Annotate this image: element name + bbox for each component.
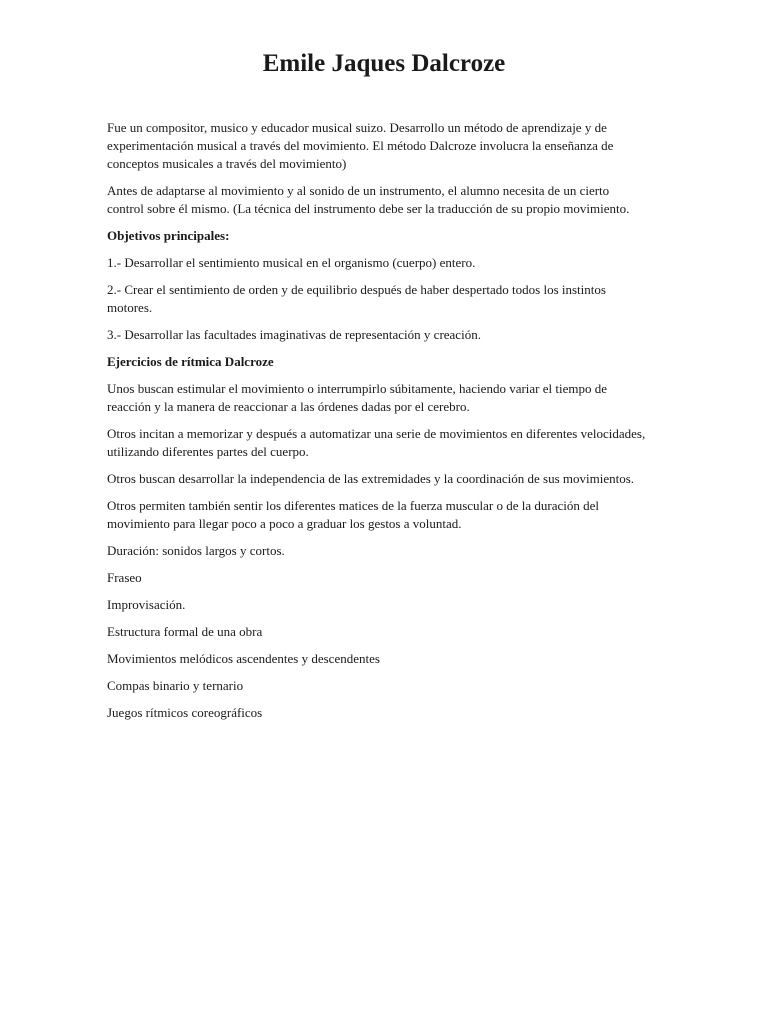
- topic-duration: Duración: sonidos largos y cortos.: [107, 543, 285, 558]
- exercise-paragraph-2: Otros incitan a memorizar y después a automatizar una serie de movimientos en diferentes velocidades, utilizando diferentes partes del cuerpo.: [107, 426, 646, 459]
- topic-improvisation: Improvisación.: [107, 597, 186, 612]
- topic-formal-structure: Estructura formal de una obra: [107, 624, 263, 639]
- exercise-paragraph-1: Unos buscan estimular el movimiento o interrumpirlo súbitamente, haciendo variar el tiempo de reacción y la manera de reaccionar a las órdenes dadas por el cerebro.: [107, 381, 608, 414]
- topic-rhythmic-games: Juegos rítmicos coreográficos: [107, 705, 263, 720]
- exercise-paragraph-4: Otros permiten también sentir los diferentes matices de la fuerza muscular o de la duración del movimiento para llegar poco a poco a graduar los gestos a voluntad.: [107, 498, 600, 531]
- topic-melodic-movements: Movimientos melódicos ascendentes y descendentes: [107, 651, 380, 666]
- heading-exercises: Ejercicios de rítmica Dalcroze: [107, 354, 274, 369]
- objective-item-1: 1.- Desarrollar el sentimiento musical en el organismo (cuerpo) entero.: [107, 255, 476, 270]
- document-body: [107, 119, 647, 731]
- objective-item-2: 2.- Crear el sentimiento de orden y de equilibrio después de haber despertado todos los instintos motores.: [107, 282, 606, 315]
- paragraph-intro: Fue un compositor, musico y educador musical suizo. Desarrollo un método de aprendizaje y de experimentación musical a través del movimiento. El método Dalcroze involucra la enseñanza de conceptos musicales a través del movimiento): [107, 120, 614, 171]
- objective-item-3: 3.- Desarrollar las facultades imaginativas de representación y creación.: [107, 327, 481, 342]
- document-title: Emile Jaques Dalcroze: [262, 50, 506, 77]
- topic-phrasing: Fraseo: [107, 570, 142, 585]
- heading-objectives: Objetivos principales:: [107, 228, 230, 243]
- exercise-paragraph-3: Otros buscan desarrollar la independencia de las extremidades y la coordinación de sus movimientos.: [107, 471, 635, 486]
- topic-meter: Compas binario y ternario: [107, 678, 244, 693]
- paragraph-instrument-control: Antes de adaptarse al movimiento y al sonido de un instrumento, el alumno necesita de un cierto control sobre él mismo. (La técnica del instrumento debe ser la traducción de su propio movimiento.: [107, 183, 630, 216]
